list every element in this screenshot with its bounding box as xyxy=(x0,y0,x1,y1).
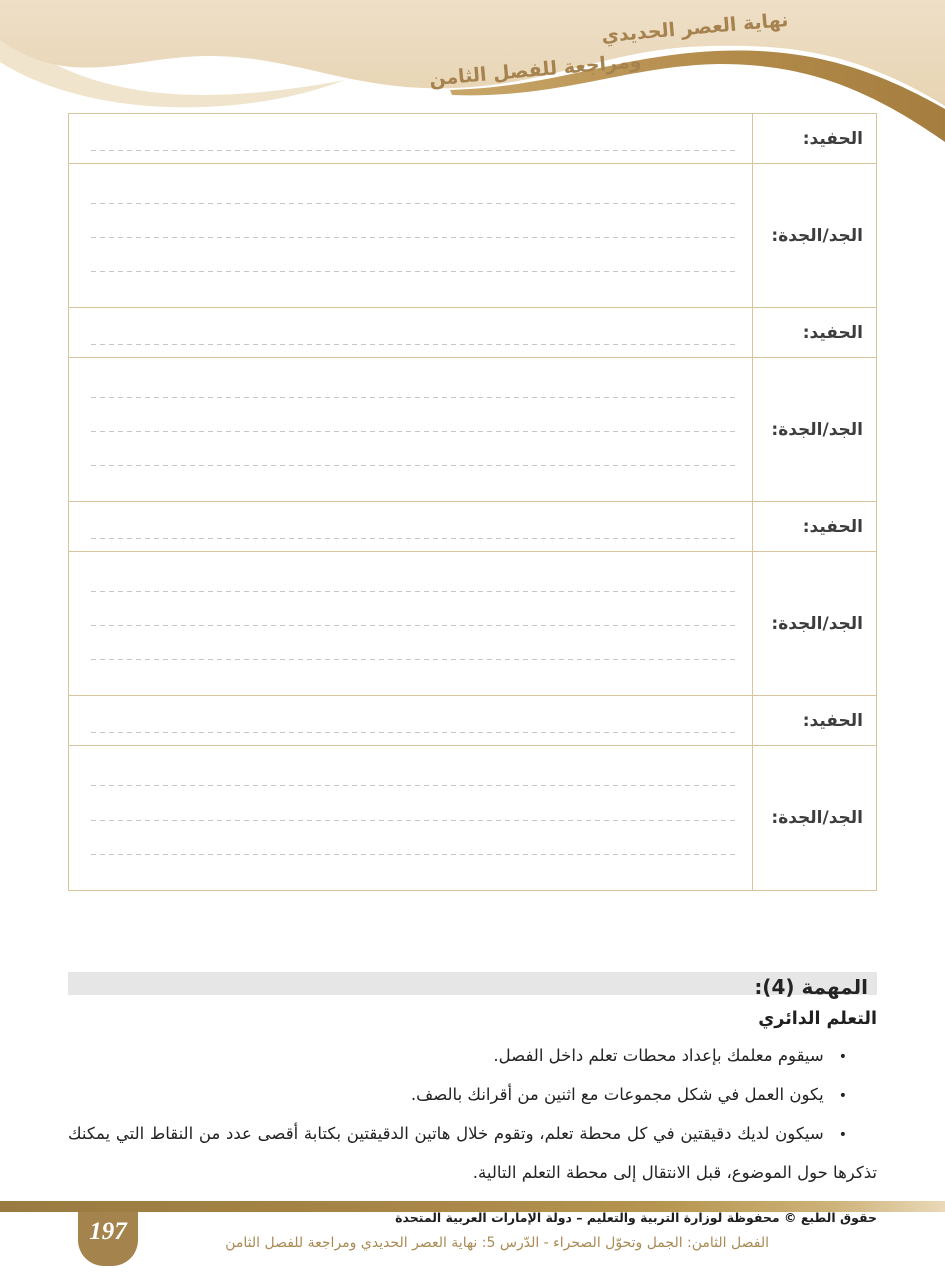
writing-line xyxy=(91,820,736,821)
writing-line xyxy=(91,431,736,432)
row-label: الجد/الجدة: xyxy=(752,552,876,695)
table-row xyxy=(69,502,876,552)
row-label: الحفيد: xyxy=(752,308,876,357)
task-title: المهمة (4): xyxy=(754,975,868,999)
page-number-badge xyxy=(78,1212,138,1266)
table-row xyxy=(69,696,876,746)
task-title-bar xyxy=(68,972,877,999)
writing-area xyxy=(69,696,752,745)
writing-area xyxy=(69,502,752,551)
writing-line xyxy=(91,854,736,855)
chapter-text: الفصل الثامن: الجمل وتحوّل الصحراء - الدّرس 5: نهاية العصر الحديدي ومراجعة للفصل الثامن xyxy=(225,1235,769,1251)
writing-area xyxy=(69,308,752,357)
writing-line xyxy=(91,397,736,398)
writing-line xyxy=(91,150,736,151)
bullet-dot-icon: • xyxy=(838,1049,847,1065)
task-subtitle: التعلم الدائري xyxy=(758,1009,877,1029)
table-row xyxy=(69,114,876,164)
bullet-text: سيقوم معلمك بإعداد محطات تعلم داخل الفصل. xyxy=(493,1046,824,1065)
table-row xyxy=(69,308,876,358)
writing-area xyxy=(69,746,752,890)
bullet-dot-icon: • xyxy=(838,1088,847,1104)
writing-area xyxy=(69,358,752,501)
row-label: الحفيد: xyxy=(752,114,876,163)
bullet-item xyxy=(68,1076,877,1115)
writing-line xyxy=(91,785,736,786)
row-label: الجد/الجدة: xyxy=(752,164,876,307)
table-row xyxy=(69,164,876,308)
answer-table xyxy=(68,113,877,891)
writing-area xyxy=(69,552,752,695)
page-title-line2: ومراجعة للفصل الثامن xyxy=(428,49,643,91)
row-label: الحفيد: xyxy=(752,502,876,551)
bullet-item xyxy=(68,1037,877,1076)
table-row xyxy=(69,746,876,890)
row-label: الجد/الجدة: xyxy=(752,358,876,501)
writing-line xyxy=(91,659,736,660)
writing-line xyxy=(91,465,736,466)
bullet-text: يكون العمل في شكل مجموعات مع اثنين من أقرانك بالصف. xyxy=(410,1085,824,1104)
page-title-line1: نهاية العصر الحديدي xyxy=(600,8,790,48)
bullet-text: سيكون لديك دقيقتين في كل محطة تعلم، وتقوم خلال هاتين الدقيقتين بكتابة أقصى عدد من النقاط التي يمكنك تذكرها حول الموضوع، قبل الانتقال إلى محطة التعلم التالية. xyxy=(68,1124,877,1182)
row-label: الحفيد: xyxy=(752,696,876,745)
writing-line xyxy=(91,732,736,733)
footer xyxy=(0,1201,945,1276)
writing-area xyxy=(69,164,752,307)
row-label: الجد/الجدة: xyxy=(752,746,876,890)
bullet-item xyxy=(68,1115,877,1191)
writing-line xyxy=(91,344,736,345)
task-bullet-list xyxy=(68,1037,877,1191)
task-section xyxy=(68,972,877,1191)
copyright-text: حقوق الطبع © محفوظة لوزارة التربية والتعليم – دولة الإمارات العربية المتحدة xyxy=(395,1210,877,1225)
writing-area xyxy=(69,114,752,163)
writing-line xyxy=(91,591,736,592)
writing-line xyxy=(91,538,736,539)
table-row xyxy=(69,358,876,502)
bullet-dot-icon: • xyxy=(838,1127,847,1143)
writing-line xyxy=(91,237,736,238)
writing-line xyxy=(91,203,736,204)
page-number: 197 xyxy=(89,1218,127,1245)
table-row xyxy=(69,552,876,696)
writing-line xyxy=(91,625,736,626)
writing-line xyxy=(91,271,736,272)
